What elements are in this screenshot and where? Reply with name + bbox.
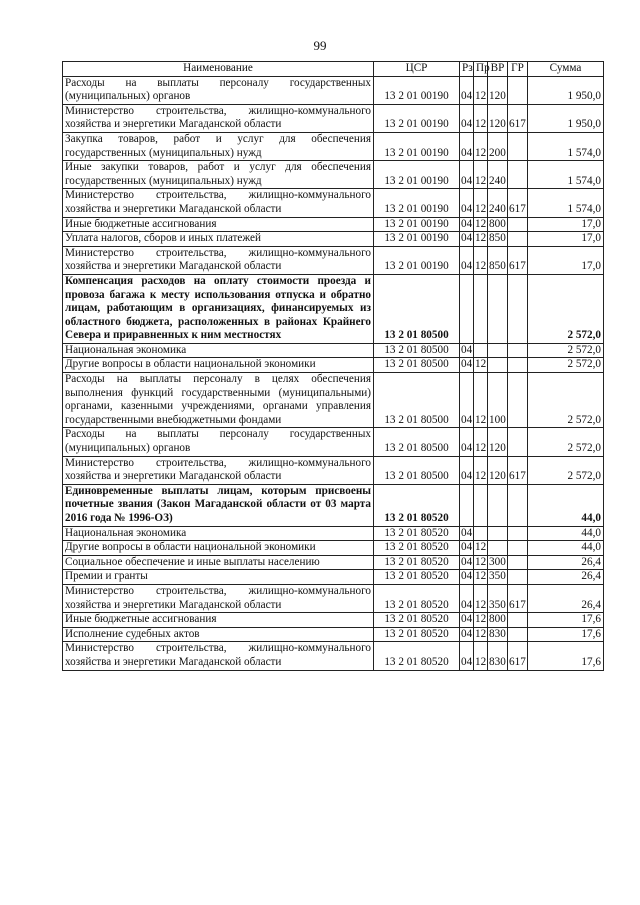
cell-gr xyxy=(508,373,528,428)
cell-name: Другие вопросы в области национальной экономики xyxy=(63,541,374,556)
cell-vr: 850 xyxy=(488,246,508,274)
cell-name: Иные бюджетные ассигнования xyxy=(63,613,374,628)
cell-gr xyxy=(508,570,528,585)
cell-vr: 240 xyxy=(488,161,508,189)
cell-rz: 04 xyxy=(460,456,474,484)
cell-gr: 617 xyxy=(508,584,528,612)
cell-name: Премии и гранты xyxy=(63,570,374,585)
cell-csr: 13 2 01 80520 xyxy=(374,484,460,526)
cell-gr xyxy=(508,526,528,541)
cell-rz xyxy=(460,274,474,343)
cell-gr xyxy=(508,232,528,247)
cell-pr: 12 xyxy=(474,627,488,642)
table-header-row xyxy=(63,62,604,77)
cell-sum: 44,0 xyxy=(528,484,604,526)
table-row xyxy=(63,246,604,274)
table-row xyxy=(63,343,604,358)
cell-vr: 830 xyxy=(488,627,508,642)
cell-gr xyxy=(508,627,528,642)
cell-gr: 617 xyxy=(508,456,528,484)
cell-gr xyxy=(508,613,528,628)
cell-csr: 13 2 01 00190 xyxy=(374,232,460,247)
table-row xyxy=(63,161,604,189)
cell-gr: 617 xyxy=(508,104,528,132)
cell-sum: 1 574,0 xyxy=(528,161,604,189)
cell-csr: 13 2 01 80520 xyxy=(374,526,460,541)
cell-pr: 12 xyxy=(474,217,488,232)
header-sum: Сумма xyxy=(528,62,604,77)
table-row xyxy=(63,627,604,642)
cell-name: Единовременные выплаты лицам, которым присвоены почетные звания (Закон Магаданской области от 03 марта 2016 года № 1996-ОЗ) xyxy=(63,484,374,526)
cell-vr: 200 xyxy=(488,132,508,160)
cell-vr: 240 xyxy=(488,189,508,217)
cell-sum: 17,6 xyxy=(528,627,604,642)
cell-vr xyxy=(488,274,508,343)
cell-sum: 17,0 xyxy=(528,232,604,247)
cell-pr: 12 xyxy=(474,76,488,104)
cell-csr: 13 2 01 80520 xyxy=(374,613,460,628)
cell-rz: 04 xyxy=(460,104,474,132)
cell-rz: 04 xyxy=(460,189,474,217)
cell-sum: 17,0 xyxy=(528,217,604,232)
cell-pr: 12 xyxy=(474,613,488,628)
cell-csr: 13 2 01 80520 xyxy=(374,570,460,585)
cell-vr: 830 xyxy=(488,642,508,670)
cell-vr xyxy=(488,484,508,526)
cell-vr: 800 xyxy=(488,217,508,232)
cell-csr: 13 2 01 80520 xyxy=(374,642,460,670)
cell-csr: 13 2 01 00190 xyxy=(374,161,460,189)
cell-name: Национальная экономика xyxy=(63,526,374,541)
cell-gr xyxy=(508,274,528,343)
cell-csr: 13 2 01 80500 xyxy=(374,456,460,484)
cell-pr: 12 xyxy=(474,541,488,556)
table-row xyxy=(63,541,604,556)
table-row xyxy=(63,584,604,612)
cell-pr: 12 xyxy=(474,584,488,612)
cell-rz: 04 xyxy=(460,246,474,274)
cell-vr: 120 xyxy=(488,76,508,104)
cell-name: Другие вопросы в области национальной экономики xyxy=(63,358,374,373)
cell-name: Министерство строительства, жилищно-коммунального хозяйства и энергетики Магаданской области xyxy=(63,246,374,274)
cell-name: Расходы на выплаты персоналу в целях обеспечения выполнения функций государственными (муниципальными) органами, казенными учреждениями, органами управления государственными внебюджетными фондами xyxy=(63,373,374,428)
cell-pr: 12 xyxy=(474,161,488,189)
cell-name: Министерство строительства, жилищно-коммунального хозяйства и энергетики Магаданской области xyxy=(63,456,374,484)
cell-vr xyxy=(488,358,508,373)
cell-sum: 2 572,0 xyxy=(528,428,604,456)
cell-sum: 2 572,0 xyxy=(528,274,604,343)
cell-sum: 26,4 xyxy=(528,584,604,612)
cell-csr: 13 2 01 80520 xyxy=(374,555,460,570)
cell-csr: 13 2 01 80500 xyxy=(374,274,460,343)
cell-pr xyxy=(474,274,488,343)
cell-pr: 12 xyxy=(474,456,488,484)
cell-gr xyxy=(508,541,528,556)
cell-pr xyxy=(474,343,488,358)
cell-gr xyxy=(508,358,528,373)
cell-sum: 2 572,0 xyxy=(528,343,604,358)
cell-rz: 04 xyxy=(460,627,474,642)
header-gr: ГР xyxy=(508,62,528,77)
table-row xyxy=(63,428,604,456)
cell-vr: 100 xyxy=(488,373,508,428)
cell-sum: 2 572,0 xyxy=(528,456,604,484)
cell-name: Министерство строительства, жилищно-коммунального хозяйства и энергетики Магаданской области xyxy=(63,104,374,132)
cell-pr: 12 xyxy=(474,428,488,456)
header-rz: Рз xyxy=(460,62,474,77)
cell-csr: 13 2 01 80500 xyxy=(374,428,460,456)
cell-csr: 13 2 01 80500 xyxy=(374,343,460,358)
header-vr: ВР xyxy=(488,62,508,77)
cell-vr: 120 xyxy=(488,104,508,132)
cell-rz: 04 xyxy=(460,541,474,556)
cell-csr: 13 2 01 80520 xyxy=(374,584,460,612)
cell-rz: 04 xyxy=(460,570,474,585)
cell-vr: 300 xyxy=(488,555,508,570)
cell-vr xyxy=(488,541,508,556)
cell-vr: 120 xyxy=(488,456,508,484)
cell-name: Министерство строительства, жилищно-коммунального хозяйства и энергетики Магаданской области xyxy=(63,189,374,217)
cell-sum: 1 950,0 xyxy=(528,76,604,104)
table-row xyxy=(63,642,604,670)
table-row xyxy=(63,132,604,160)
cell-name: Уплата налогов, сборов и иных платежей xyxy=(63,232,374,247)
cell-sum: 1 574,0 xyxy=(528,132,604,160)
cell-gr xyxy=(508,555,528,570)
cell-name: Компенсация расходов на оплату стоимости проезда и провоза багажа к месту использования отпуска и обратно лицам, работающим в организациях, финансируемых из областного бюджета, расположенных в районах Крайнего Севера и приравненных к ним местностях xyxy=(63,274,374,343)
cell-gr xyxy=(508,76,528,104)
cell-sum: 17,6 xyxy=(528,642,604,670)
cell-sum: 2 572,0 xyxy=(528,358,604,373)
table-row xyxy=(63,613,604,628)
table-row xyxy=(63,526,604,541)
cell-gr xyxy=(508,132,528,160)
cell-pr: 12 xyxy=(474,246,488,274)
table-row xyxy=(63,189,604,217)
cell-rz: 04 xyxy=(460,217,474,232)
cell-pr: 12 xyxy=(474,373,488,428)
cell-rz: 04 xyxy=(460,584,474,612)
cell-vr xyxy=(488,343,508,358)
cell-name: Расходы на выплаты персоналу государственных (муниципальных) органов xyxy=(63,428,374,456)
header-csr: ЦСР xyxy=(374,62,460,77)
cell-csr: 13 2 01 80520 xyxy=(374,627,460,642)
table-body xyxy=(63,76,604,670)
cell-gr xyxy=(508,217,528,232)
table-row xyxy=(63,555,604,570)
cell-pr: 12 xyxy=(474,642,488,670)
page-number: 99 xyxy=(313,38,327,53)
cell-csr: 13 2 01 00190 xyxy=(374,189,460,217)
cell-sum: 2 572,0 xyxy=(528,373,604,428)
cell-rz: 04 xyxy=(460,373,474,428)
table-row xyxy=(63,274,604,343)
cell-rz: 04 xyxy=(460,76,474,104)
cell-name: Министерство строительства, жилищно-коммунального хозяйства и энергетики Магаданской области xyxy=(63,642,374,670)
cell-name: Расходы на выплаты персоналу государственных (муниципальных) органов xyxy=(63,76,374,104)
budget-table xyxy=(62,61,604,671)
cell-name: Иные закупки товаров, работ и услуг для обеспечения государственных (муниципальных) нужд xyxy=(63,161,374,189)
cell-csr: 13 2 01 00190 xyxy=(374,76,460,104)
cell-sum: 17,6 xyxy=(528,613,604,628)
cell-vr: 350 xyxy=(488,570,508,585)
table-row xyxy=(63,104,604,132)
cell-name: Иные бюджетные ассигнования xyxy=(63,217,374,232)
cell-vr: 350 xyxy=(488,584,508,612)
table-row xyxy=(63,232,604,247)
cell-vr: 850 xyxy=(488,232,508,247)
cell-name: Национальная экономика xyxy=(63,343,374,358)
cell-sum: 1 950,0 xyxy=(528,104,604,132)
cell-gr xyxy=(508,343,528,358)
cell-rz: 04 xyxy=(460,161,474,189)
cell-gr: 617 xyxy=(508,642,528,670)
cell-sum: 26,4 xyxy=(528,555,604,570)
cell-rz: 04 xyxy=(460,358,474,373)
cell-gr: 617 xyxy=(508,189,528,217)
cell-rz: 04 xyxy=(460,526,474,541)
cell-csr: 13 2 01 00190 xyxy=(374,132,460,160)
cell-csr: 13 2 01 00190 xyxy=(374,104,460,132)
cell-rz: 04 xyxy=(460,613,474,628)
cell-pr: 12 xyxy=(474,570,488,585)
cell-sum: 44,0 xyxy=(528,541,604,556)
header-name: Наименование xyxy=(63,62,374,77)
cell-csr: 13 2 01 80500 xyxy=(374,373,460,428)
cell-gr xyxy=(508,484,528,526)
cell-sum: 44,0 xyxy=(528,526,604,541)
cell-gr xyxy=(508,428,528,456)
cell-pr xyxy=(474,526,488,541)
cell-vr: 800 xyxy=(488,613,508,628)
cell-pr: 12 xyxy=(474,189,488,217)
header-pr: Пр xyxy=(474,62,488,77)
cell-rz: 04 xyxy=(460,343,474,358)
cell-csr: 13 2 01 80520 xyxy=(374,541,460,556)
cell-vr xyxy=(488,526,508,541)
cell-pr xyxy=(474,484,488,526)
cell-gr: 617 xyxy=(508,246,528,274)
cell-name: Исполнение судебных актов xyxy=(63,627,374,642)
cell-csr: 13 2 01 00190 xyxy=(374,246,460,274)
cell-vr: 120 xyxy=(488,428,508,456)
table-row xyxy=(63,484,604,526)
cell-name: Закупка товаров, работ и услуг для обеспечения государственных (муниципальных) нужд xyxy=(63,132,374,160)
cell-gr xyxy=(508,161,528,189)
cell-pr: 12 xyxy=(474,232,488,247)
cell-rz: 04 xyxy=(460,132,474,160)
table-row xyxy=(63,373,604,428)
cell-sum: 26,4 xyxy=(528,570,604,585)
cell-rz xyxy=(460,484,474,526)
cell-pr: 12 xyxy=(474,132,488,160)
table-row xyxy=(63,456,604,484)
cell-csr: 13 2 01 80500 xyxy=(374,358,460,373)
cell-sum: 1 574,0 xyxy=(528,189,604,217)
cell-sum: 17,0 xyxy=(528,246,604,274)
cell-pr: 12 xyxy=(474,104,488,132)
cell-rz: 04 xyxy=(460,428,474,456)
cell-pr: 12 xyxy=(474,358,488,373)
cell-name: Социальное обеспечение и иные выплаты населению xyxy=(63,555,374,570)
cell-rz: 04 xyxy=(460,642,474,670)
cell-pr: 12 xyxy=(474,555,488,570)
cell-rz: 04 xyxy=(460,232,474,247)
cell-rz: 04 xyxy=(460,555,474,570)
table-row xyxy=(63,570,604,585)
table-row xyxy=(63,217,604,232)
cell-csr: 13 2 01 00190 xyxy=(374,217,460,232)
table-row xyxy=(63,358,604,373)
table-row xyxy=(63,76,604,104)
cell-name: Министерство строительства, жилищно-коммунального хозяйства и энергетики Магаданской области xyxy=(63,584,374,612)
